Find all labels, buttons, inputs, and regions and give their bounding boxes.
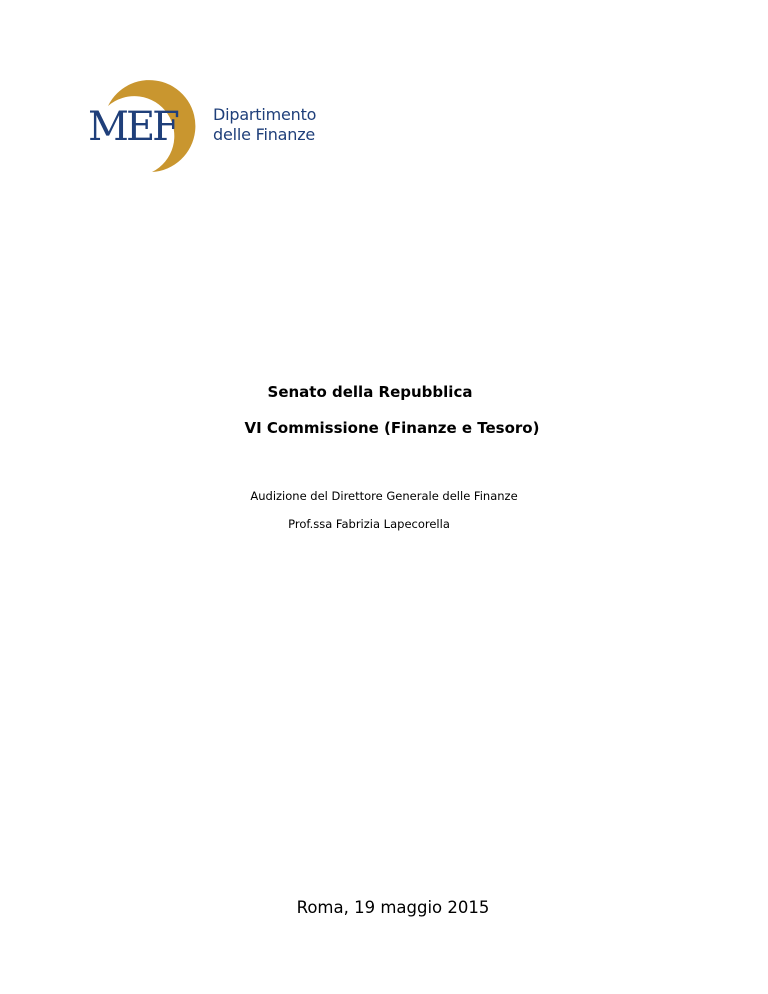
title-commission: VI Commissione (Finanze e Tesoro)	[244, 419, 540, 437]
mef-logo	[86, 78, 326, 174]
department-name-line1: Dipartimento	[213, 105, 317, 124]
logo-mark-text: MEF	[88, 104, 177, 150]
subtitle-hearing: Audizione del Direttore Generale delle Finanze	[250, 489, 518, 503]
title-senate: Senato della Repubblica	[267, 383, 473, 401]
place-date: Roma, 19 maggio 2015	[296, 898, 490, 917]
department-name-line2: delle Finanze	[213, 125, 316, 144]
mef-logo-mark	[86, 78, 198, 174]
subtitle-speaker: Prof.ssa Fabrizia Lapecorella	[288, 517, 450, 531]
